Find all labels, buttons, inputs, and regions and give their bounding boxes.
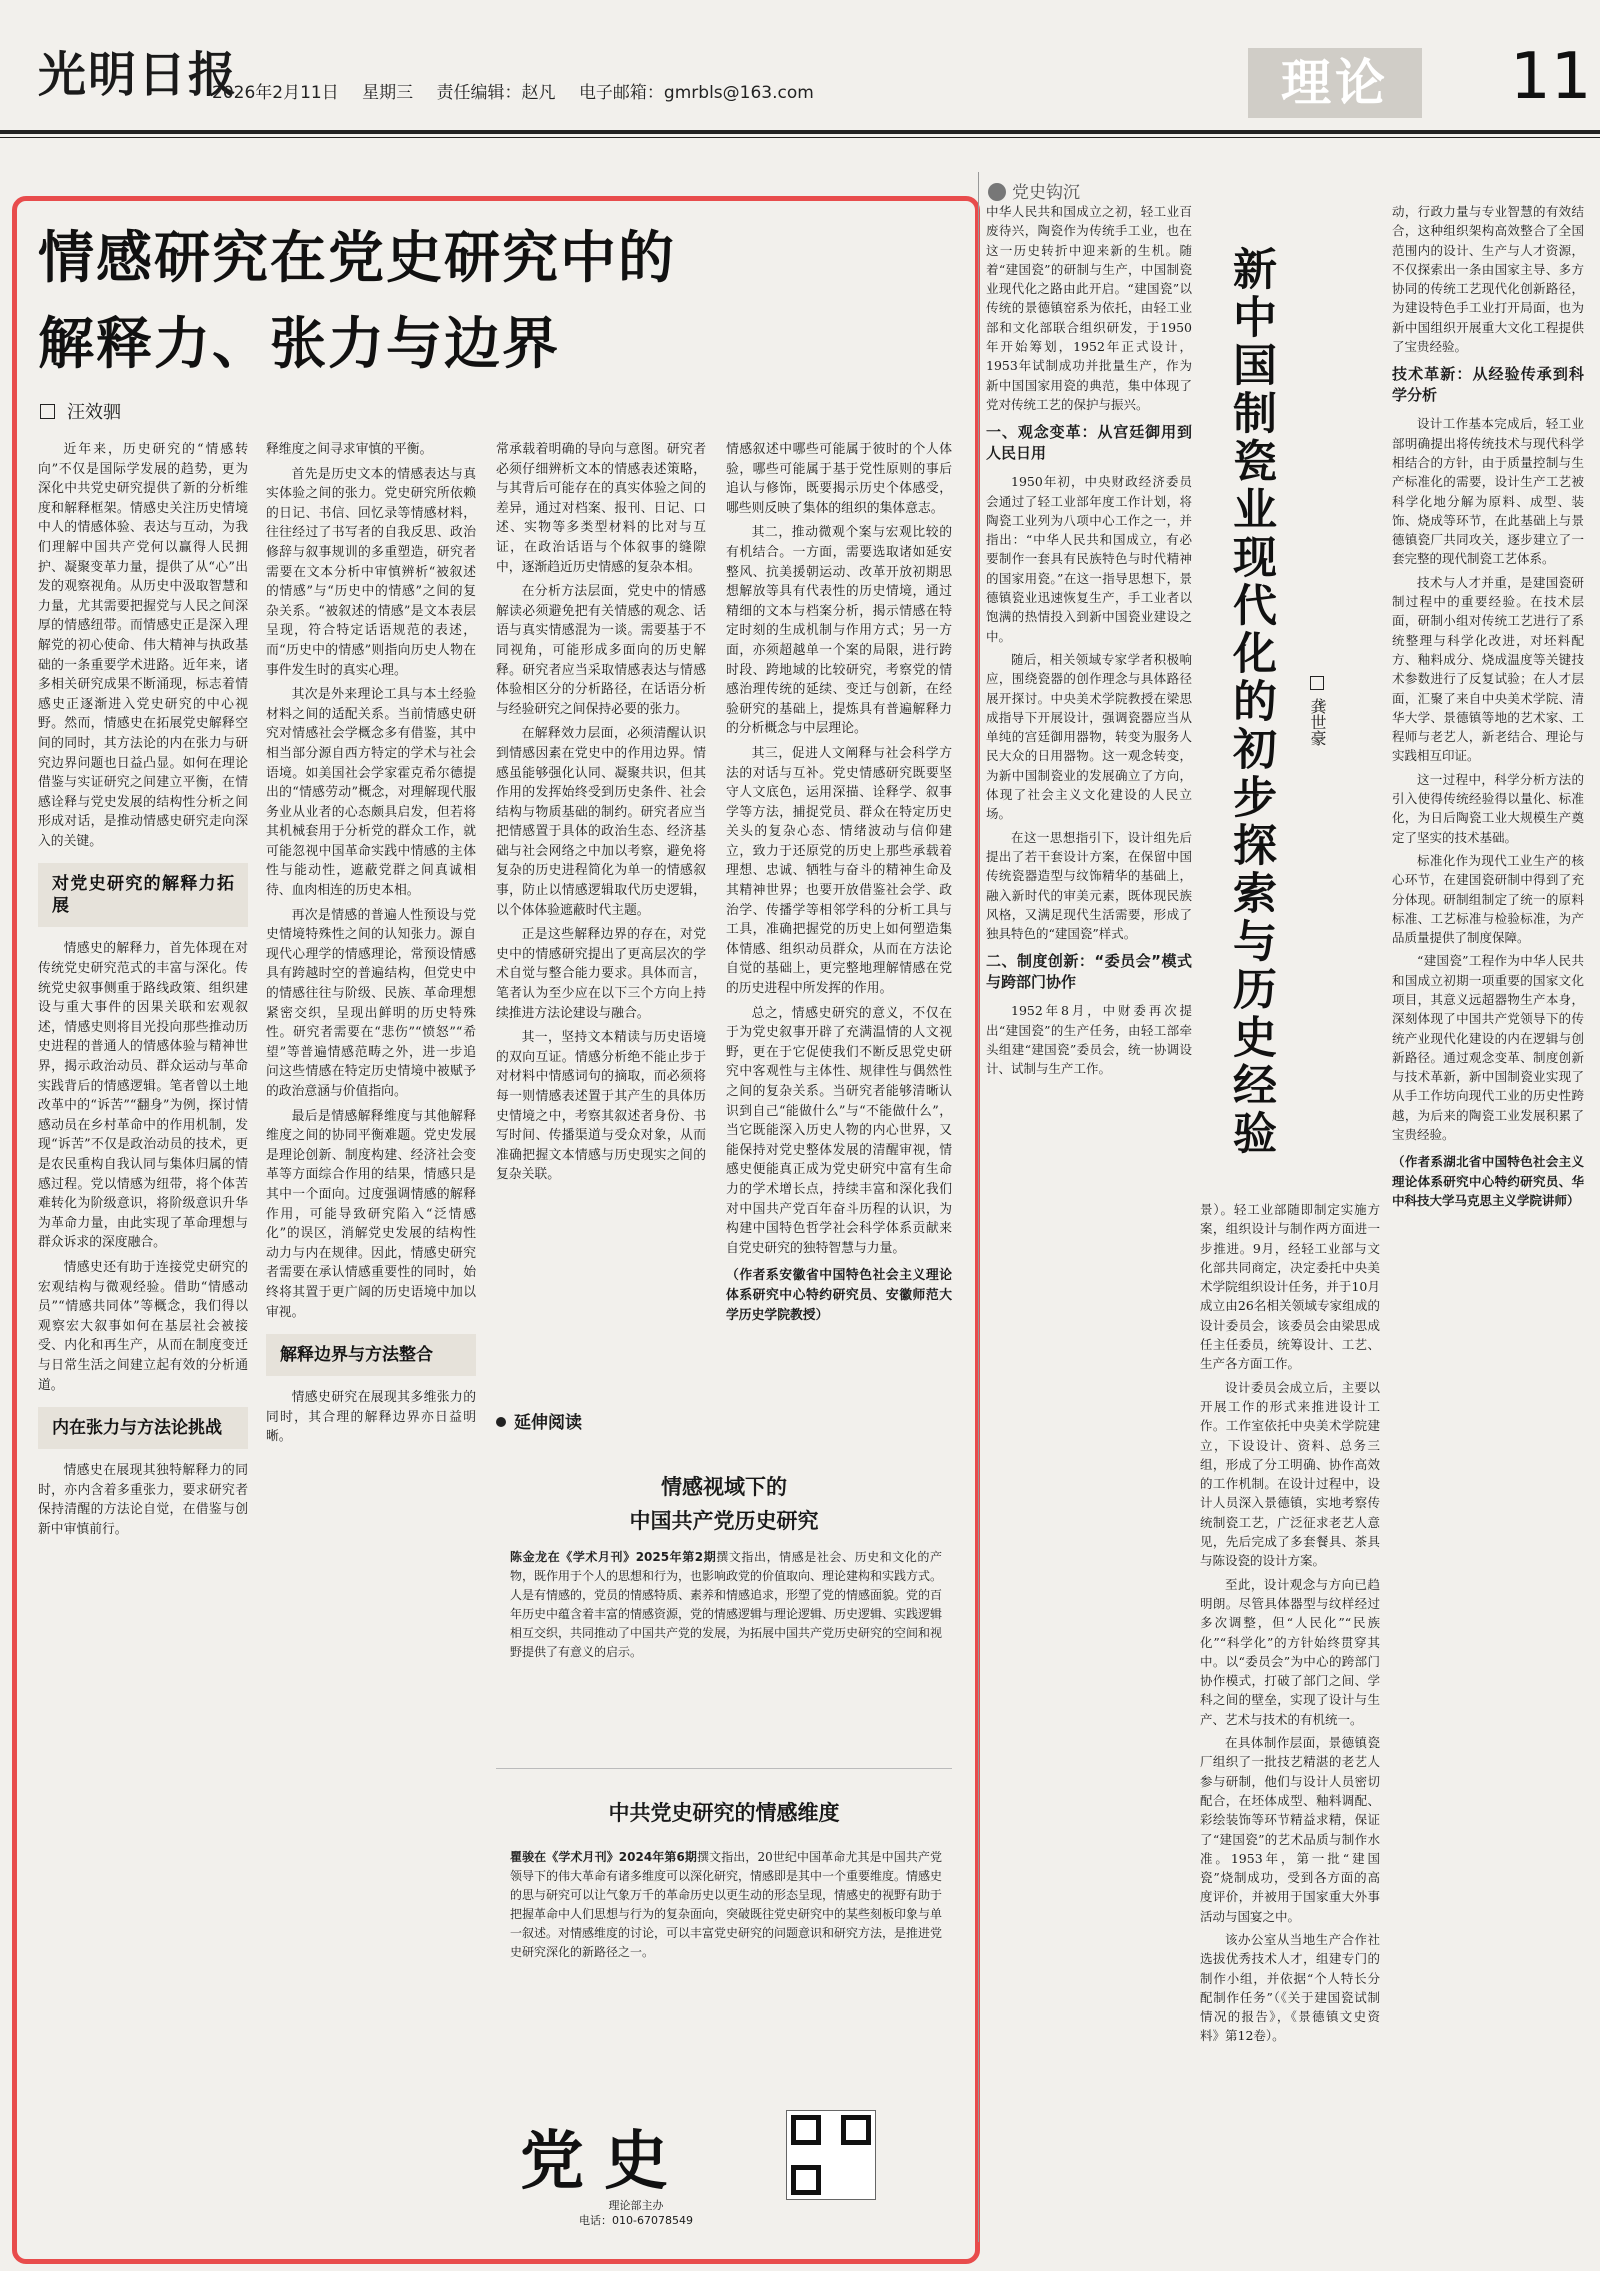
extended-reading xyxy=(496,1408,952,2228)
extended-title-2: 中共党史研究的情感维度 xyxy=(608,1800,840,1825)
subheading: 技术革新：从经验传承到科学分析 xyxy=(1392,365,1584,405)
extended-title-1: 情感视域下的 中国共产党历史研究 xyxy=(629,1474,819,1533)
author-affiliation: （作者系湖北省中国特色社会主义理论体系研究中心特约研究员、华中科技大学马克思主义学院讲师） xyxy=(1392,1154,1584,1208)
subheading: 二、制度创新：“委员会”模式与跨部门协作 xyxy=(986,952,1192,992)
article-column-4: 情感叙述中哪些可能属于彼时的个人体验，哪些可能属于基于党性原则的事后追认与修饰，既要揭示历史个体感受，哪些则反映了集体的组织的集体意志。 其二，推动微观个案与宏观比较的有机结合。一方面，需要选取诸如延安整风、抗美援朝运动、改革开放初期思想解放等具有代表性的历史情境，通过精细的文本与档案分析，揭示情感在特定时刻的生成机制与作用方式；另一方面，亦须超越单一个案的局限，进行跨时段、跨地域的比较研究，考察党的情感治理传统的延续、变迁与创新，在经验研究的基础上，提炼具有普遍解释力的分析概念与中层理论。 其三，促进人文阐释与社会科学方法的对话与互补。党史情感研究既要坚守人文底色，运用深描、诠释学、叙事学等方法，捕捉党员、群众在特定历史关头的复杂心态、情绪波动与信仰建立，致力于还原党的历史上那些承载着理想、忠诚、牺牲与奋斗的精神生命及其精神世界；也要开放借鉴社会学、政治学、传播学等相邻学科的分析工具与工具，准确把握党的历史上如何塑造集体情感、组织动员群众，从而在方法论自觉的基础上，更完整地理解情感在党的历史进程中所发挥的作用。 总之，情感史研究的意义，不仅在于为党史叙事开辟了充满温情的人文视野，更在于它促使我们不断反思党史研究中客观性与主体性、规律性与偶然性之间的复杂关系。当研究者能够清晰认识到自己“能做什么”与“不能做什么”，当它既能深入历史人物的内心世界，又能保持对党史整体发展的清醒审视，情感史便能真正成为党史研究中富有生命力的学术增长点，持续丰富和深化我们对中国共产党百年奋斗历程的认识，为构建中国特色哲学社会科学体系贡献来自党史研究的独特智慧与力量。 （作者系安徽省中国特色社会主义理论体系研究中心特约研究员、安徽师范大学历史学院教授） xyxy=(726,440,952,1395)
page-header xyxy=(0,0,1600,150)
qr-code-icon xyxy=(786,2110,876,2200)
column-tag: 党史钩沉 xyxy=(988,178,1080,203)
page-number: 11 xyxy=(1510,40,1592,114)
article-column-3: 常承载着明确的导向与意图。研究者必须仔细辨析文本的情感表述策略，与其背后可能存在的真实体验之间的差异，通过对档案、报刊、日记、口述、实物等多类型材料的比对与互证，在政治话语与个体叙事的缝隙中，逐渐趋近历史情感的复杂本相。 在分析方法层面，党史中的情感解读必须避免把有关情感的观念、话语与真实情感混为一谈。需要基于不同视角，可能形成多面向的历史解释。研究者应当采取情感表达与情感体验相区分的分析路径，在话语分析与经验研究之间保持必要的张力。 在解释效力层面，必须清醒认识到情感因素在党史中的作用边界。情感虽能够强化认同、凝聚共识，但其作用的发挥始终受到历史条件、社会结构与物质基础的制约。研究者应当把情感置于具体的政治生态、经济基础与社会网络之中加以考察，避免将复杂的历史进程简化为单一的情感叙事，防止以情感逻辑取代历史逻辑，以个体体验遮蔽时代主题。 正是这些解释边界的存在，对党史中的情感研究提出了更高层次的学术自觉与整合能力要求。具体而言，笔者认为至少应在以下三个方向上持续推进方法论建设与融合。 其一，坚持文本精读与历史语境的双向互证。情感分析绝不能止步于对材料中情感词句的摘取，而必须将每一则情感表述置于其产生的具体历史情境之中，考察其叙述者身份、书写时间、传播渠道与受众对象，从而准确把握文本情感与历史现实之间的复杂关联。 xyxy=(496,442,706,1183)
right-column-c: 景）。轻工业部随即制定实施方案，组织设计与制作两方面进一步推进。9月，经轻工业部与文化部共同商定，决定委托中央美术学院组织设计任务，并于10月成立由26名相关领域专家组成的设计委员会，该委员会由梁思成任主任委员，统筹设计、工艺、生产各方面工作。 设计委员会成立后，主要以开展工作的形式来推进设计工作。工作室依托中央美术学院建立，下设设计、资料、总务三组，形成了分工明确、协作高效的工作机制。在设计过程中，设计人员深入景德镇，实地考察传统制瓷工艺，广泛征求老艺人意见，先后完成了多套餐具、茶具与陈设瓷的设计方案。 至此，设计观念与方向已趋明朗。尽管具体器型与纹样经过多次调整，但“人民化”“民族化”“科学化”的方针始终贯穿其中。以“委员会”为中心的跨部门协作模式，打破了部门之间、学科之间的壁垒，实现了设计与生产、艺术与技术的有机统一。 在具体制作层面，景德镇瓷厂组织了一批技艺精湛的老艺人参与研制，他们与设计人员密切配合，在坯体成型、釉料调配、彩绘装饰等环节精益求精，保证了“建国瓷”的艺术品质与制作水准。1953年，第一批“建国瓷”烧制成功，受到各方面的高度评价，并被用于国家重大外事活动与国宴之中。 该办公室从当地生产合作社选拔优秀技术人才，组建专门的制作小组，并依据“个人特长分配制作任务”（《关于建国瓷试制情况的报告》，《景德镇文史资料》第12卷）。 xyxy=(1200,1202,1380,2044)
issue-email: 电子邮箱：gmrbls@163.com xyxy=(578,83,814,103)
divider xyxy=(496,1768,952,1769)
issue-weekday: 星期三 xyxy=(362,83,414,103)
article-author: 汪效驷 xyxy=(40,398,121,424)
article-title: 情感研究在党史研究中的 解释力、张力与边界 xyxy=(38,225,676,377)
subheading: 解释边界与方法整合 xyxy=(266,1334,476,1376)
issue-info xyxy=(212,78,832,103)
author-square-icon xyxy=(1310,676,1324,690)
bullet-icon xyxy=(496,1417,506,1427)
right-column-a: 中华人民共和国成立之初，轻工业百废待兴，陶瓷作为传统手工业，也在这一历史转折中迎来新的生机。随着“建国瓷”的研制与生产，中国制瓷业现代化之路由此开启。“建国瓷”以传统的景德镇窑系为依托，由轻工业部和文化部联合组织研发，于1950年开始筹划，1952年正式设计，1953年试制成功并批量生产，作为新中国国家用瓷的典范，集中体现了党对传统工艺的保护与振兴。 一、观念变革：从宫廷御用到人民日用 1950年初，中央财政经济委员会通过了轻工业部年度工作计划，将陶瓷工业列为八项中心工作之一，并指出：“中华人民共和国成立，有必要制作一套具有民族特色与时代精神的国家用瓷。”在这一指导思想下，景德镇瓷业迅速恢复生产，手工业者以饱满的热情投入到新中国瓷业建设之中。 随后，相关领域专家学者积极响应，围绕瓷器的创作理念与具体路径展开探讨。中央美术学院教授在梁思成指导下开展设计，强调瓷器应当从单纯的宫廷御用器物，转变为服务人民大众的日用器物。这一观念转变，为新中国制瓷业的发展确立了方向，体现了社会主义文化建设的人民立场。 在这一思想指引下，设计组先后提出了若干套设计方案，在保留中国传统瓷器造型与纹饰精华的基础上，融入新时代的审美元素，既体现民族风格，又满足现代生活需要，形成了独具特色的“建国瓷”样式。 二、制度创新：“委员会”模式与跨部门协作 1952年8月，中财委再次提出“建国瓷”的生产任务，由轻工部牵头组建“建国瓷”委员会，统一协调设计、试制与生产工作。 xyxy=(986,204,1192,1077)
dangshi-brand-logo: 党史 xyxy=(520,2124,688,2199)
subheading: 对党史研究的解释力拓展 xyxy=(38,863,248,927)
extended-reading-tag: 延伸阅读 xyxy=(496,1408,582,1433)
header-divider xyxy=(0,130,1600,134)
author-square-icon xyxy=(40,404,55,419)
newspaper-masthead: 光明日报 xyxy=(38,47,239,103)
column-tag-icon xyxy=(988,183,1006,201)
right-column-b: 动，行政力量与专业智慧的有效结合，这种组织架构高效整合了全国范围内的设计、生产与人才资源，不仅探索出一条由国家主导、多方协同的传统工艺现代化创新路径，为建设特色手工业打开局面，也为新中国组织开展重大文化工程提供了宝贵经验。 技术革新：从经验传承到科学分析 设计工作基本完成后，轻工业部明确提出将传统技术与现代科学相结合的方针，由于质量控制与生产标准化的需要，设计生产工艺被科学化地分解为原料、成型、装饰、烧成等环节，在此基础上与景德镇瓷厂共同攻关，逐步建立了一套完整的现代制瓷工艺体系。 技术与人才并重，是建国瓷研制过程中的重要经验。在技术层面，研制小组对传统工艺进行了系统整理与科学化改进，对坯料配方、釉料成分、烧成温度等关键技术参数进行了反复试验；在人才层面，汇聚了来自中央美术学院、清华大学、景德镇等地的艺术家、工程师与老艺人，新老结合、理论与实践相互印证。 这一过程中，科学分析方法的引入使得传统经验得以量化、标准化，为日后陶瓷工业大规模生产奠定了坚实的技术基础。 标准化作为现代工业生产的核心环节，在建国瓷研制中得到了充分体现。研制组制定了统一的原料标准、工艺标准与检验标准，为产品质量提供了制度保障。 “建国瓷”工程作为中华人民共和国成立初期一项重要的国家文化项目，其意义远超器物生产本身，深刻体现了中国共产党领导下的传统产业现代化建设的内在逻辑与创新路径。通过观念变革、制度创新与技术革新，新中国制瓷业实现了从手工作坊向现代工业的历史性跨越，为后来的陶瓷工业发展积累了宝贵经验。 （作者系湖北省中国特色社会主义理论体系研究中心特约研究员、华中科技大学马克思主义学院讲师） xyxy=(1392,202,1584,2242)
author-affiliation: （作者系安徽省中国特色社会主义理论体系研究中心特约研究员、安徽师范大学历史学院教授） xyxy=(726,1268,952,1323)
subheading: 内在张力与方法论挑战 xyxy=(38,1407,248,1449)
column-divider xyxy=(978,172,979,2242)
right-article-title: 新中国制瓷业现代化的初步探索与历史经验 xyxy=(1225,246,1276,1158)
page-footer: 理论部主办 电话：010-67078549 xyxy=(579,2199,693,2227)
extended-body-2: 瞿骏在《学术月刊》2024年第6期撰文指出，20世纪中国革命尤其是中国共产党领导下的伟大革命有诸多维度可以深化研究，情感即是其中一个重要维度。情感史的思与研究可以让气象万千的革命历史以更生动的形态呈现，情感史的视野有助于把握革命中人们思想与行为的复杂面向，突破既往党史研究中的某些刻板印象与单一叙述。对情感维度的讨论，可以丰富党史研究的问题意识和研究方法，是推进党史研究深化的新路径之一。 xyxy=(510,1850,943,1959)
article-column-1: 近年来，历史研究的“情感转向”不仅是国际学发展的趋势，更为深化中共党史研究提供了新的分析维度和解释框架。情感史关注历史情境中人的情感体验、表达与互动，为我们理解中国共产党何以赢得人民拥护、凝聚变革力量，提供了从“心”出发的观察视角。从历史中汲取智慧和力量，尤其需要把握党与人民之间深厚的情感纽带。而情感史正是深入理解党的初心使命、伟大精神与执政基础的一条重要学术进路。近年来，诸多相关研究成果不断涌现，标志着情感史正逐渐进入党史研究的中心视野。然而，情感史在拓展党史解释空间的同时，其方法论的内在张力与研究边界问题也日益凸显。如何在理论借鉴与实证研究之间建立平衡，在情感诠释与党史发展的结构性分析之间形成对话，是推动情感史研究走向深入的关键。 对党史研究的解释力拓展 情感史的解释力，首先体现在对传统党史研究范式的丰富与深化。传统党史叙事侧重于路线政策、组织建设与重大事件的因果关联和宏观叙述，情感史则将目光投向那些推动历史进程的普通人的情感体验与精神世界，揭示政治动员、群众运动与革命实践背后的情感逻辑。笔者曾以土地改革中的“诉苦”“翻身”为例，探讨情感动员在乡村革命中的作用机制，发现“诉苦”不仅是政治动员的技术，更是农民重构自我认同与集体归属的情感过程。党以情感为纽带，将个体苦难转化为阶级意识，将阶级意识升华为革命力量，由此实现了革命理想与群众诉求的深度融合。 情感史还有助于连接党史研究的宏观结构与微观经验。借助“情感动员”“情感共同体”等概念，我们得以观察宏大叙事如何在基层社会被接受、内化和再生产，从而在制度变迁与日常生活之间建立起有效的分析通道。 内在张力与方法论挑战 情感史在展现其独特解释力的同时，亦内含着多重张力，要求研究者保持清醒的方法论自觉，在借鉴与创新中审慎前行。 xyxy=(38,442,248,1537)
article-column-2: 释维度之间寻求审慎的平衡。 首先是历史文本的情感表达与真实体验之间的张力。党史研究所依赖的日记、书信、回忆录等情感材料，往往经过了书写者的自我反思、政治修辞与叙事规训的多重塑造，研究者需要在文本分析中审慎辨析“被叙述的情感”与“历史中的情感”之间的复杂关系。“被叙述的情感”是文本表层呈现，符合特定话语规范的表述，而“历史中的情感”则指向历史人物在事件发生时的真实心理。 其次是外来理论工具与本土经验材料之间的适配关系。当前情感史研究对情感社会学概念多有借鉴，其中相当部分源自西方特定的学术与社会语境。如美国社会学家霍克希尔德提出的“情感劳动”概念，对理解现代服务业从业者的心态颇具启发，但若将其机械套用于分析党的群众工作，就可能忽视中国革命实践中情感的主体性与能动性，遮蔽党群之间真诚相待、血肉相连的历史本相。 再次是情感的普遍人性预设与党史情境特殊性之间的认知张力。源自现代心理学的情感理论，常预设情感具有跨越时空的普遍结构，但党史中的情感往往与阶级、民族、革命理想紧密交织，呈现出鲜明的历史特殊性。研究者需要在“悲伤”“愤怒”“希望”等普遍情感范畴之外，进一步追问这些情感在特定历史情境中被赋予的政治意涵与价值指向。 最后是情感解释维度与其他解释维度之间的协同平衡难题。党史发展是理论创新、制度构建、经济社会变革等方面综合作用的结果，情感只是其中一个面向。过度强调情感的解释作用，可能导致研究陷入“泛情感化”的误区，消解党史发展的结构性动力与内在规律。因此，情感史研究者需要在承认情感重要性的同时，始终将其置于更广阔的历史语境中加以审视。 解释边界与方法整合 情感史研究在展现其多维张力的同时，其合理的解释边界亦日益明晰。 xyxy=(266,442,476,1445)
issue-editor: 责任编辑：赵凡 xyxy=(436,83,556,103)
subheading: 一、观念变革：从宫廷御用到人民日用 xyxy=(986,423,1192,463)
header-divider-thin xyxy=(0,137,1600,138)
extended-body-1: 陈金龙在《学术月刊》2025年第2期撰文指出，情感是社会、历史和文化的产物，既作用于个人的思想和行为，也影响政党的价值取向、理论建构和实践方式。人是有情感的，党员的情感特质、素养和情感追求，形塑了党的情感面貌。党的百年历史中蕴含着丰富的情感资源，党的情感逻辑与理论逻辑、历史逻辑、实践逻辑相互交织，共同推动了中国共产党的发展，为拓展中国共产党历史研究的空间和视野提供了有意义的启示。 xyxy=(510,1550,943,1659)
right-article-author: 龚世豪 xyxy=(1306,676,1329,746)
section-label: 理论 xyxy=(1248,48,1422,118)
issue-date: 2026年2月11日 xyxy=(212,83,339,103)
